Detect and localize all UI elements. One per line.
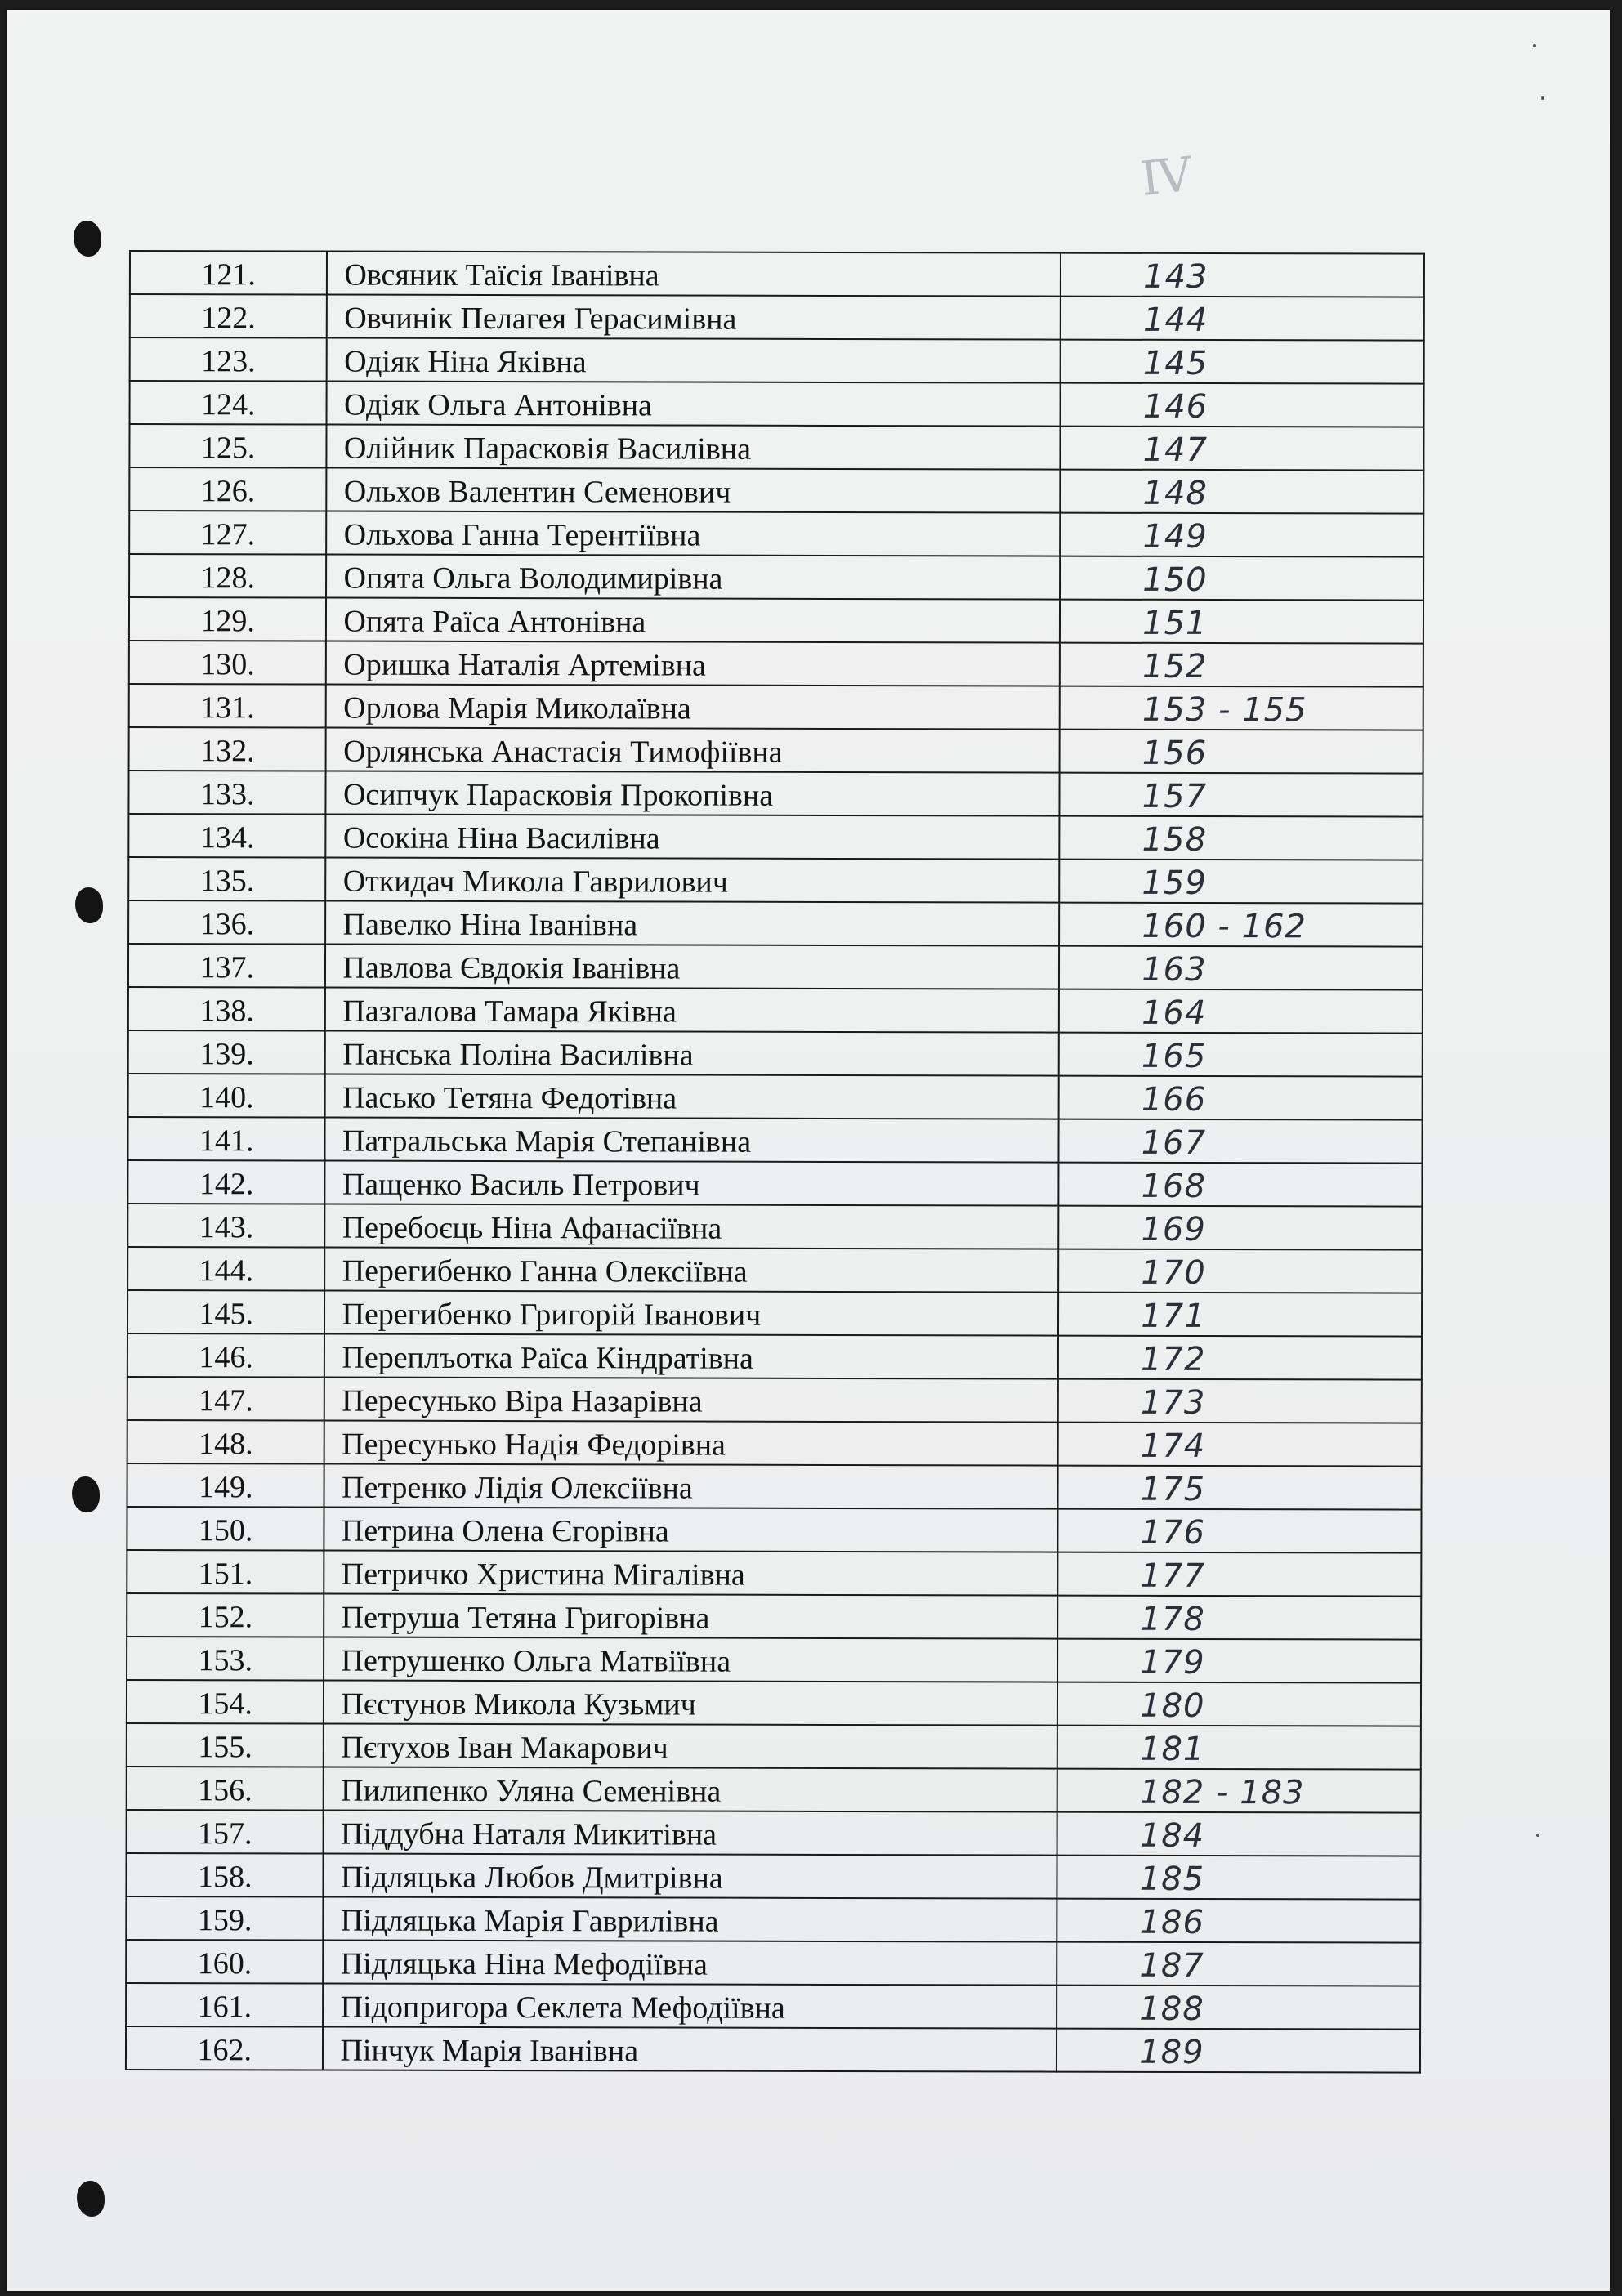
registry-table bbox=[125, 250, 1425, 2074]
person-name: Одіяк Ольга Антонівна bbox=[327, 382, 1061, 427]
table-row bbox=[127, 1377, 1422, 1423]
table-row bbox=[130, 337, 1424, 384]
row-number: 139. bbox=[128, 1030, 326, 1074]
person-name: Оришка Наталія Артемівна bbox=[326, 641, 1060, 686]
handwritten-page-number: 170 bbox=[1058, 1249, 1422, 1293]
row-number: 155. bbox=[127, 1723, 324, 1767]
handwritten-roman-numeral: IV bbox=[1137, 146, 1194, 207]
person-name: Олійник Парасковія Василівна bbox=[327, 425, 1061, 470]
table-row bbox=[128, 814, 1423, 860]
handwritten-page-number: 145 bbox=[1061, 340, 1424, 384]
row-number: 162. bbox=[126, 2026, 324, 2070]
person-name: Пазгалова Тамара Яківна bbox=[325, 988, 1059, 1033]
row-number: 132. bbox=[129, 727, 327, 771]
handwritten-page-number: 189 bbox=[1057, 2029, 1420, 2073]
handwritten-page-number: 174 bbox=[1058, 1423, 1422, 1467]
handwritten-page-number: 175 bbox=[1058, 1466, 1422, 1510]
handwritten-page-number: 152 bbox=[1060, 643, 1423, 687]
table-row bbox=[128, 1030, 1423, 1077]
person-name: Пилипенко Уляна Семенівна bbox=[324, 1767, 1057, 1812]
person-name: Овчинік Пелагея Герасимівна bbox=[327, 295, 1061, 340]
table-row bbox=[130, 381, 1424, 427]
person-name: Підляцька Ніна Мефодіївна bbox=[324, 1941, 1057, 1986]
person-name: Осокіна Ніна Василівна bbox=[326, 815, 1060, 860]
row-number: 131. bbox=[129, 684, 327, 728]
table-row bbox=[127, 1810, 1421, 1856]
row-number: 121. bbox=[130, 251, 328, 295]
handwritten-page-number: 159 bbox=[1059, 860, 1423, 904]
table-row bbox=[127, 1723, 1421, 1770]
handwritten-page-number: 150 bbox=[1060, 556, 1423, 601]
row-number: 148. bbox=[127, 1420, 325, 1464]
handwritten-page-number: 180 bbox=[1057, 1682, 1421, 1726]
handwritten-page-number: 184 bbox=[1057, 1812, 1421, 1856]
person-name: Одіяк Ніна Яківна bbox=[327, 338, 1061, 383]
handwritten-page-number: 187 bbox=[1057, 1942, 1420, 1986]
table-row bbox=[127, 1160, 1422, 1207]
document-page bbox=[7, 10, 1610, 2291]
handwritten-page-number: 157 bbox=[1060, 773, 1423, 817]
table-row bbox=[130, 294, 1424, 341]
handwritten-page-number: 146 bbox=[1061, 383, 1424, 427]
table-row bbox=[127, 1204, 1422, 1250]
handwritten-page-number: 149 bbox=[1060, 513, 1423, 557]
row-number: 144. bbox=[127, 1247, 325, 1291]
handwritten-page-number: 151 bbox=[1060, 600, 1423, 644]
handwritten-page-number: 158 bbox=[1060, 816, 1423, 860]
row-number: 142. bbox=[127, 1160, 325, 1204]
person-name: Орлянська Анастасія Тимофіївна bbox=[326, 728, 1060, 773]
row-number: 143. bbox=[127, 1204, 325, 1248]
punch-hole bbox=[74, 221, 101, 257]
punch-hole bbox=[77, 2181, 105, 2217]
row-number: 149. bbox=[127, 1463, 325, 1508]
row-number: 157. bbox=[127, 1810, 324, 1854]
handwritten-page-number: 172 bbox=[1058, 1336, 1422, 1380]
person-name: Пащенко Василь Петрович bbox=[325, 1161, 1059, 1206]
person-name: Осипчук Парасковія Прокопівна bbox=[326, 771, 1060, 816]
row-number: 133. bbox=[128, 771, 326, 815]
person-name: Петруша Тетяна Григорівна bbox=[324, 1594, 1058, 1639]
row-number: 141. bbox=[127, 1117, 325, 1161]
row-number: 152. bbox=[127, 1593, 324, 1637]
row-number: 160. bbox=[126, 1940, 324, 1984]
row-number: 145. bbox=[127, 1290, 325, 1334]
person-name: Петрушенко Ольга Матвіївна bbox=[324, 1637, 1058, 1682]
row-number: 138. bbox=[128, 987, 326, 1031]
row-number: 140. bbox=[128, 1074, 326, 1118]
table-row bbox=[130, 251, 1424, 297]
row-number: 151. bbox=[127, 1550, 324, 1594]
registry-table-body bbox=[126, 251, 1424, 2073]
punch-hole bbox=[72, 1476, 100, 1512]
row-number: 122. bbox=[130, 294, 328, 338]
row-number: 156. bbox=[127, 1767, 324, 1811]
handwritten-page-number: 181 bbox=[1057, 1726, 1421, 1770]
table-row bbox=[127, 1117, 1422, 1164]
handwritten-page-number: 173 bbox=[1058, 1379, 1422, 1423]
table-row bbox=[129, 727, 1423, 774]
row-number: 161. bbox=[126, 1983, 324, 2027]
person-name: Опята Ольга Володимирівна bbox=[327, 555, 1061, 600]
person-name: Овсяник Таїсія Іванівна bbox=[327, 252, 1061, 297]
handwritten-page-number: 160 - 162 bbox=[1059, 903, 1423, 947]
table-row bbox=[126, 1853, 1420, 1900]
table-row bbox=[129, 511, 1423, 557]
row-number: 146. bbox=[127, 1333, 325, 1378]
handwritten-page-number: 186 bbox=[1057, 1899, 1421, 1943]
handwritten-page-number: 164 bbox=[1059, 989, 1423, 1034]
table-row bbox=[127, 1420, 1422, 1467]
table-row bbox=[129, 597, 1423, 644]
table-row bbox=[126, 2026, 1420, 2073]
scan-speck bbox=[1541, 96, 1544, 100]
row-number: 127. bbox=[129, 511, 327, 555]
handwritten-page-number: 167 bbox=[1059, 1119, 1423, 1164]
table-row bbox=[127, 1333, 1422, 1380]
table-row bbox=[127, 1290, 1422, 1337]
row-number: 154. bbox=[127, 1680, 324, 1724]
table-row bbox=[128, 771, 1423, 817]
person-name: Пересунько Надія Федорівна bbox=[324, 1421, 1058, 1466]
table-row bbox=[127, 1247, 1422, 1293]
person-name: Павлова Євдокія Іванівна bbox=[325, 945, 1059, 989]
handwritten-page-number: 156 bbox=[1060, 730, 1423, 774]
person-name: Патральська Марія Степанівна bbox=[325, 1118, 1059, 1163]
handwritten-page-number: 171 bbox=[1058, 1293, 1422, 1337]
table-row bbox=[126, 1940, 1420, 1986]
person-name: Пєстунов Микола Кузьмич bbox=[324, 1681, 1057, 1726]
handwritten-page-number: 176 bbox=[1058, 1509, 1422, 1553]
person-name: Орлова Марія Миколаївна bbox=[326, 685, 1060, 730]
table-row bbox=[129, 684, 1423, 730]
person-name: Петричко Христина Мігалівна bbox=[324, 1551, 1058, 1596]
person-name: Ольхова Ганна Терентіївна bbox=[327, 511, 1061, 556]
person-name: Панська Поліна Василівна bbox=[325, 1031, 1059, 1076]
person-name: Підопригора Секлета Мефодіївна bbox=[324, 1984, 1057, 2029]
person-name: Опята Раїса Антонівна bbox=[326, 598, 1060, 643]
person-name: Пересунько Віра Назарівна bbox=[324, 1378, 1058, 1423]
row-number: 126. bbox=[129, 467, 327, 511]
person-name: Откидач Микола Гаврилович bbox=[326, 858, 1060, 903]
table-row bbox=[127, 1767, 1421, 1813]
row-number: 128. bbox=[129, 554, 327, 598]
person-name: Пінчук Марія Іванівна bbox=[323, 2027, 1057, 2072]
row-number: 137. bbox=[128, 944, 326, 988]
person-name: Перегибенко Ганна Олексіївна bbox=[325, 1248, 1059, 1293]
punch-hole bbox=[75, 887, 103, 923]
table-row bbox=[127, 1637, 1421, 1683]
row-number: 147. bbox=[127, 1377, 325, 1421]
row-number: 130. bbox=[129, 641, 327, 685]
table-row bbox=[129, 424, 1423, 471]
handwritten-page-number: 188 bbox=[1057, 1986, 1420, 2030]
person-name: Перебоєць Ніна Афанасіївна bbox=[325, 1204, 1059, 1249]
table-row bbox=[128, 857, 1423, 904]
table-row bbox=[127, 1550, 1421, 1597]
table-row bbox=[128, 900, 1423, 947]
handwritten-page-number: 178 bbox=[1057, 1596, 1421, 1640]
row-number: 136. bbox=[128, 900, 326, 945]
person-name: Петренко Лідія Олексіївна bbox=[324, 1464, 1058, 1509]
handwritten-page-number: 163 bbox=[1059, 946, 1423, 990]
handwritten-page-number: 165 bbox=[1059, 1033, 1423, 1077]
row-number: 158. bbox=[126, 1853, 324, 1897]
handwritten-page-number: 166 bbox=[1059, 1076, 1423, 1120]
table-row bbox=[128, 944, 1423, 990]
row-number: 123. bbox=[130, 337, 328, 382]
person-name: Петрина Олена Єгорівна bbox=[324, 1508, 1058, 1552]
table-row bbox=[129, 641, 1423, 687]
person-name: Павелко Ніна Іванівна bbox=[326, 901, 1060, 946]
handwritten-page-number: 179 bbox=[1057, 1639, 1421, 1683]
handwritten-page-number: 147 bbox=[1061, 427, 1424, 471]
handwritten-page-number: 153 - 155 bbox=[1060, 686, 1423, 730]
handwritten-page-number: 185 bbox=[1057, 1856, 1421, 1900]
handwritten-page-number: 148 bbox=[1060, 470, 1423, 514]
table-row bbox=[127, 1593, 1421, 1640]
table-row bbox=[129, 554, 1423, 601]
row-number: 134. bbox=[128, 814, 326, 858]
person-name: Піддубна Наталя Микитівна bbox=[324, 1811, 1057, 1856]
table-row bbox=[127, 1680, 1421, 1726]
row-number: 135. bbox=[128, 857, 326, 901]
table-row bbox=[126, 1896, 1420, 1943]
table-row bbox=[128, 1074, 1423, 1120]
person-name: Пєтухов Іван Макарович bbox=[324, 1724, 1057, 1769]
handwritten-page-number: 144 bbox=[1061, 297, 1424, 341]
scan-speck bbox=[1536, 1834, 1539, 1837]
table-row bbox=[127, 1507, 1421, 1553]
person-name: Пасько Тетяна Федотівна bbox=[325, 1074, 1059, 1119]
row-number: 150. bbox=[127, 1507, 324, 1551]
table-row bbox=[127, 1463, 1422, 1510]
person-name: Підляцька Любов Дмитрівна bbox=[324, 1854, 1057, 1899]
row-number: 124. bbox=[130, 381, 328, 425]
row-number: 153. bbox=[127, 1637, 324, 1681]
table-row bbox=[126, 1983, 1420, 2030]
handwritten-page-number: 177 bbox=[1057, 1552, 1421, 1597]
handwritten-page-number: 182 - 183 bbox=[1057, 1769, 1421, 1813]
row-number: 125. bbox=[129, 424, 327, 468]
person-name: Переплъотка Раїса Кіндратівна bbox=[324, 1334, 1058, 1379]
handwritten-page-number: 143 bbox=[1061, 253, 1424, 297]
row-number: 129. bbox=[129, 597, 327, 641]
person-name: Ольхов Валентин Семенович bbox=[327, 468, 1061, 513]
row-number: 159. bbox=[126, 1896, 324, 1941]
scan-speck bbox=[1533, 44, 1536, 47]
handwritten-page-number: 169 bbox=[1058, 1206, 1422, 1250]
person-name: Підляцька Марія Гаврилівна bbox=[324, 1897, 1057, 1942]
table-row bbox=[128, 987, 1423, 1034]
handwritten-page-number: 168 bbox=[1059, 1163, 1423, 1207]
person-name: Перегибенко Григорій Іванович bbox=[324, 1291, 1058, 1336]
table-row bbox=[129, 467, 1423, 514]
